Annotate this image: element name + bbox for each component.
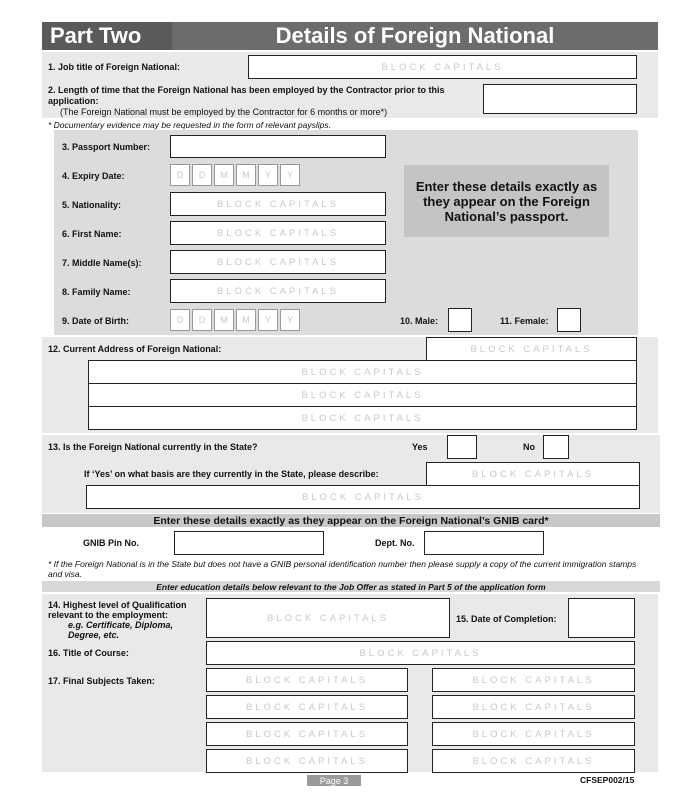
q17-label: 17. Final Subjects Taken: [48,676,155,686]
gnib-pin-label: GNIB Pin No. [83,538,139,548]
subject-input-5[interactable]: BLOCK CAPITALS [206,722,408,746]
q16-label: 16. Title of Course: [48,648,129,658]
address-line-2[interactable]: BLOCK CAPITALS [88,360,637,384]
male-checkbox[interactable] [448,308,472,332]
q11-label: 11. Female: [500,316,549,326]
q1-label: 1. Job title of Foreign National: [48,62,181,72]
q9-label: 9. Date of Birth: [62,316,130,326]
completion-date-input[interactable] [568,598,635,638]
q3-label: 3. Passport Number: [62,142,151,152]
subject-input-3[interactable]: BLOCK CAPITALS [206,695,408,719]
q10-label: 10. Male: [400,316,439,326]
q8-label: 8. Family Name: [62,287,131,297]
part-label: Part Two [42,22,172,50]
q12-label: 12. Current Address of Foreign National: [48,344,222,354]
q2-label: 2. Length of time that the Foreign National has been employed by the Contractor prior to this application: (The Foreign National must be employed by the Contractor for 6 months or more*) [48,85,445,117]
address-line-1[interactable]: BLOCK CAPITALS [426,337,637,361]
q14-label: 14. Highest level of Qualification relevant to the employment: e.g. Certificate, Diploma, Degree, etc. [48,600,187,640]
subject-input-2[interactable]: BLOCK CAPITALS [432,668,635,692]
q7-label: 7. Middle Name(s): [62,258,142,268]
state-basis-input-1[interactable]: BLOCK CAPITALS [426,462,640,486]
expiry-year-1[interactable]: Y [258,164,278,186]
yes-label: Yes [412,442,428,452]
subject-input-4[interactable]: BLOCK CAPITALS [432,695,635,719]
q13-label: 13. Is the Foreign National currently in the State? [48,442,258,452]
expiry-day-2[interactable]: D [192,164,212,186]
middle-names-input[interactable]: BLOCK CAPITALS [170,250,386,274]
qualification-input[interactable]: BLOCK CAPITALS [206,598,450,638]
dob-month-1[interactable]: M [214,309,234,331]
dob-month-2[interactable]: M [236,309,256,331]
employment-length-input[interactable] [483,84,637,114]
page-title: Details of Foreign National [172,22,658,50]
dept-label: Dept. No. [375,538,415,548]
q15-label: 15. Date of Completion: [456,614,557,624]
passport-number-input[interactable] [170,135,386,158]
dob-day-1[interactable]: D [170,309,190,331]
subject-input-6[interactable]: BLOCK CAPITALS [432,722,635,746]
q4-label: 4. Expiry Date: [62,171,125,181]
subject-input-1[interactable]: BLOCK CAPITALS [206,668,408,692]
address-line-3[interactable]: BLOCK CAPITALS [88,383,637,407]
job-title-input[interactable]: BLOCK CAPITALS [248,55,637,79]
no-label: No [523,442,535,452]
q6-label: 6. First Name: [62,229,122,239]
gnib-footnote: * If the Foreign National is in the State but does not have a GNIB personal identification number then please supply a copy of the current immigration stamps and visa. [48,559,637,579]
first-name-input[interactable]: BLOCK CAPITALS [170,221,386,245]
female-checkbox[interactable] [557,308,581,332]
dob-year-2[interactable]: Y [280,309,300,331]
expiry-month-2[interactable]: M [236,164,256,186]
dob-year-1[interactable]: Y [258,309,278,331]
family-name-input[interactable]: BLOCK CAPITALS [170,279,386,303]
gnib-banner: Enter these details exactly as they appear on the Foreign National’s GNIB card* [42,514,660,527]
subject-input-8[interactable]: BLOCK CAPITALS [432,749,635,773]
footnote-payslips: * Documentary evidence may be requested in the form of relevant payslips. [48,120,332,130]
q5-label: 5. Nationality: [62,200,122,210]
passport-note: Enter these details exactly as they appear on the Foreign National’s passport. [404,165,609,237]
nationality-input[interactable]: BLOCK CAPITALS [170,192,386,216]
no-checkbox[interactable] [543,435,569,459]
subject-input-7[interactable]: BLOCK CAPITALS [206,749,408,773]
expiry-year-2[interactable]: Y [280,164,300,186]
dob-day-2[interactable]: D [192,309,212,331]
page-number: Page 3 [307,775,361,786]
form-code: CFSEP002/15 [580,775,635,785]
education-banner: Enter education details below relevant to the Job Offer as stated in Part 5 of the application form [42,581,660,592]
gnib-pin-input[interactable] [174,531,324,555]
expiry-month-1[interactable]: M [214,164,234,186]
dept-number-input[interactable] [424,531,544,555]
address-line-4[interactable]: BLOCK CAPITALS [88,406,637,430]
state-basis-input-2[interactable]: BLOCK CAPITALS [86,485,640,509]
yes-checkbox[interactable] [447,435,477,459]
course-title-input[interactable]: BLOCK CAPITALS [206,641,635,665]
expiry-day-1[interactable]: D [170,164,190,186]
q13-followup-label: If ‘Yes’ on what basis are they currently in the State, please describe: [84,469,379,479]
